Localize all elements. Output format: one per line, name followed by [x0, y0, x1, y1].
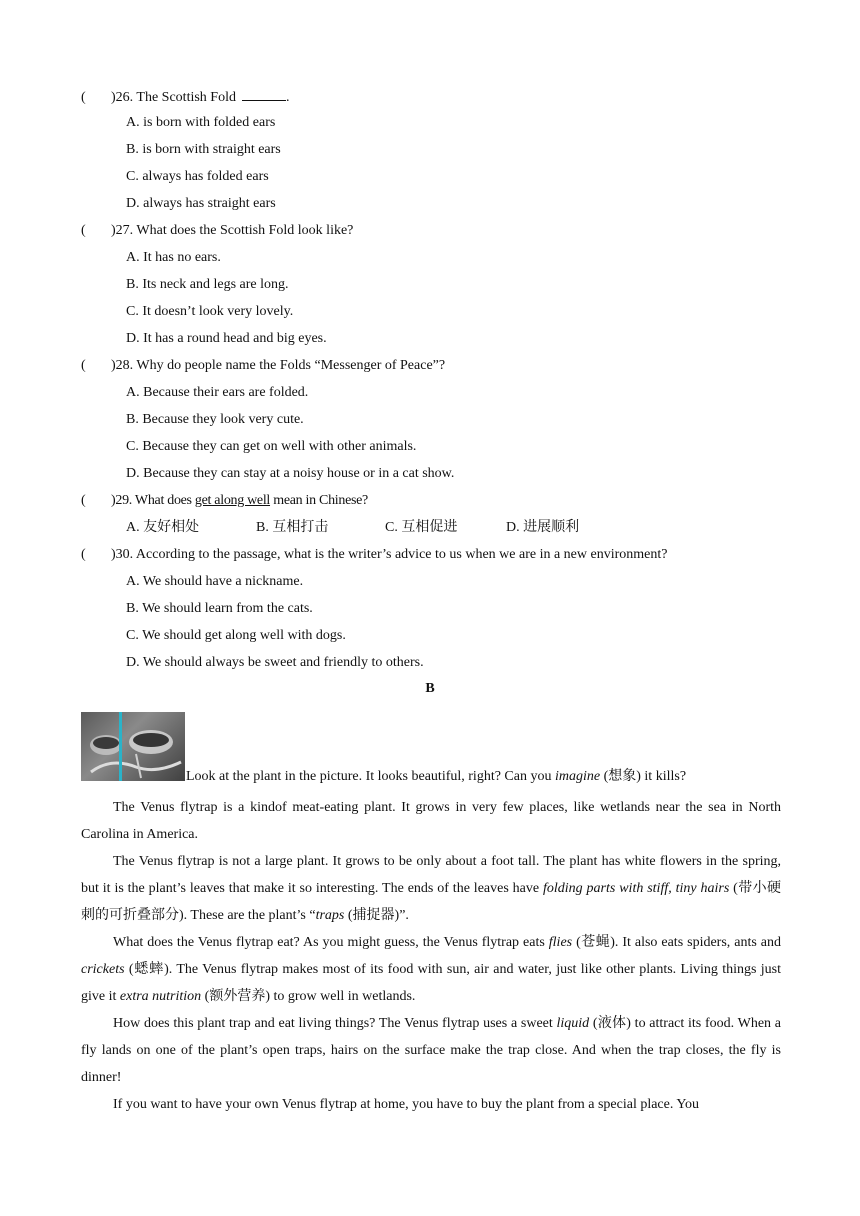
option-26-c: C. always has folded ears	[126, 169, 269, 184]
fill-blank	[242, 86, 286, 101]
intro-line: Look at the plant in the picture. It looks beautiful, right? Can you imagine (想象) it kills?	[186, 769, 687, 784]
question-27: ( )27. What does the Scottish Fold look like?	[81, 221, 353, 241]
venus-flytrap-photo	[81, 712, 185, 781]
question-29: ( )29. What does get along well mean in Chinese?	[81, 491, 368, 511]
option-29-b: B. 互相打击	[256, 520, 329, 535]
question-30: ( )30. According to the passage, what is the writer’s advice to us when we are in a new environment?	[81, 545, 667, 565]
image-divider	[119, 712, 122, 781]
option-29-a: A. 友好相处	[126, 520, 200, 535]
question-stem: 27. What does the Scottish Fold look like?	[115, 223, 354, 238]
question-stem: 30. According to the passage, what is the writer’s advice to us when we are in a new environment?	[115, 547, 668, 562]
question-26: ( )26. The Scottish Fold .	[81, 86, 289, 106]
question-28: ( )28. Why do people name the Folds “Messenger of Peace”?	[81, 356, 445, 376]
question-stem: 26. The Scottish Fold	[115, 90, 236, 105]
paragraph-3: What does the Venus flytrap eat? As you might guess, the Venus flytrap eats flies (苍蝇). It also eats spiders, ants and crickets (蟋蟀). The Venus flytrap makes most of its food with sun, air and water, just like other plants. Living things just give it extra nutrition (额外营养) to grow well in wetlands.	[81, 935, 781, 1004]
underlined-phrase: get along well	[194, 493, 271, 508]
paragraph-5: If you want to have your own Venus flytrap at home, you have to buy the plant from a special place. You	[113, 1097, 700, 1112]
answer-bracket[interactable]: (	[81, 358, 86, 373]
paragraph-1: The Venus flytrap is a kindof meat-eating plant. It grows in very few places, like wetlands near the sea in North Carolina in America.	[81, 800, 781, 842]
option-28-a: A. Because their ears are folded.	[126, 385, 309, 400]
option-26-b: B. is born with straight ears	[126, 142, 281, 157]
option-27-a: A. It has no ears.	[126, 250, 221, 265]
answer-bracket[interactable]: (	[81, 493, 86, 508]
option-27-b: B. Its neck and legs are long.	[126, 277, 289, 292]
answer-bracket[interactable]: (	[81, 547, 86, 562]
option-29-c: C. 互相促进	[385, 520, 458, 535]
option-28-b: B. Because they look very cute.	[126, 412, 304, 427]
option-26-d: D. always has straight ears	[126, 196, 276, 211]
option-30-a: A. We should have a nickname.	[126, 574, 304, 589]
option-30-d: D. We should always be sweet and friendly to others.	[126, 655, 424, 670]
section-heading: B	[425, 681, 435, 696]
option-30-c: C. We should get along well with dogs.	[126, 628, 346, 643]
option-28-d: D. Because they can stay at a noisy house or in a cat show.	[126, 466, 455, 481]
option-27-c: C. It doesn’t look very lovely.	[126, 304, 294, 319]
answer-bracket[interactable]: (	[81, 90, 86, 105]
option-28-c: C. Because they can get on well with other animals.	[126, 439, 417, 454]
option-29-d: D. 进展顺利	[506, 520, 580, 535]
option-26-a: A. is born with folded ears	[126, 115, 276, 130]
paragraph-4: How does this plant trap and eat living things? The Venus flytrap uses a sweet liquid (液体) to attract its food. When a fly lands on one of the plant’s open traps, hairs on the surface make the trap close. And when the trap closes, the fly is dinner!	[81, 1016, 781, 1085]
question-stem: 28. Why do people name the Folds “Messenger of Peace”?	[115, 358, 446, 373]
paragraph-2: The Venus flytrap is not a large plant. It grows to be only about a foot tall. The plant has white flowers in the spring, but it is the plant’s leaves that make it so interesting. The ends of the leaves have folding parts with stiff, tiny hairs (带小硬刺的可折叠部分). These are the plant’s “traps (捕捉器)”.	[81, 854, 781, 923]
option-27-d: D. It has a round head and big eyes.	[126, 331, 327, 346]
answer-bracket[interactable]: (	[81, 223, 86, 238]
option-30-b: B. We should learn from the cats.	[126, 601, 313, 616]
